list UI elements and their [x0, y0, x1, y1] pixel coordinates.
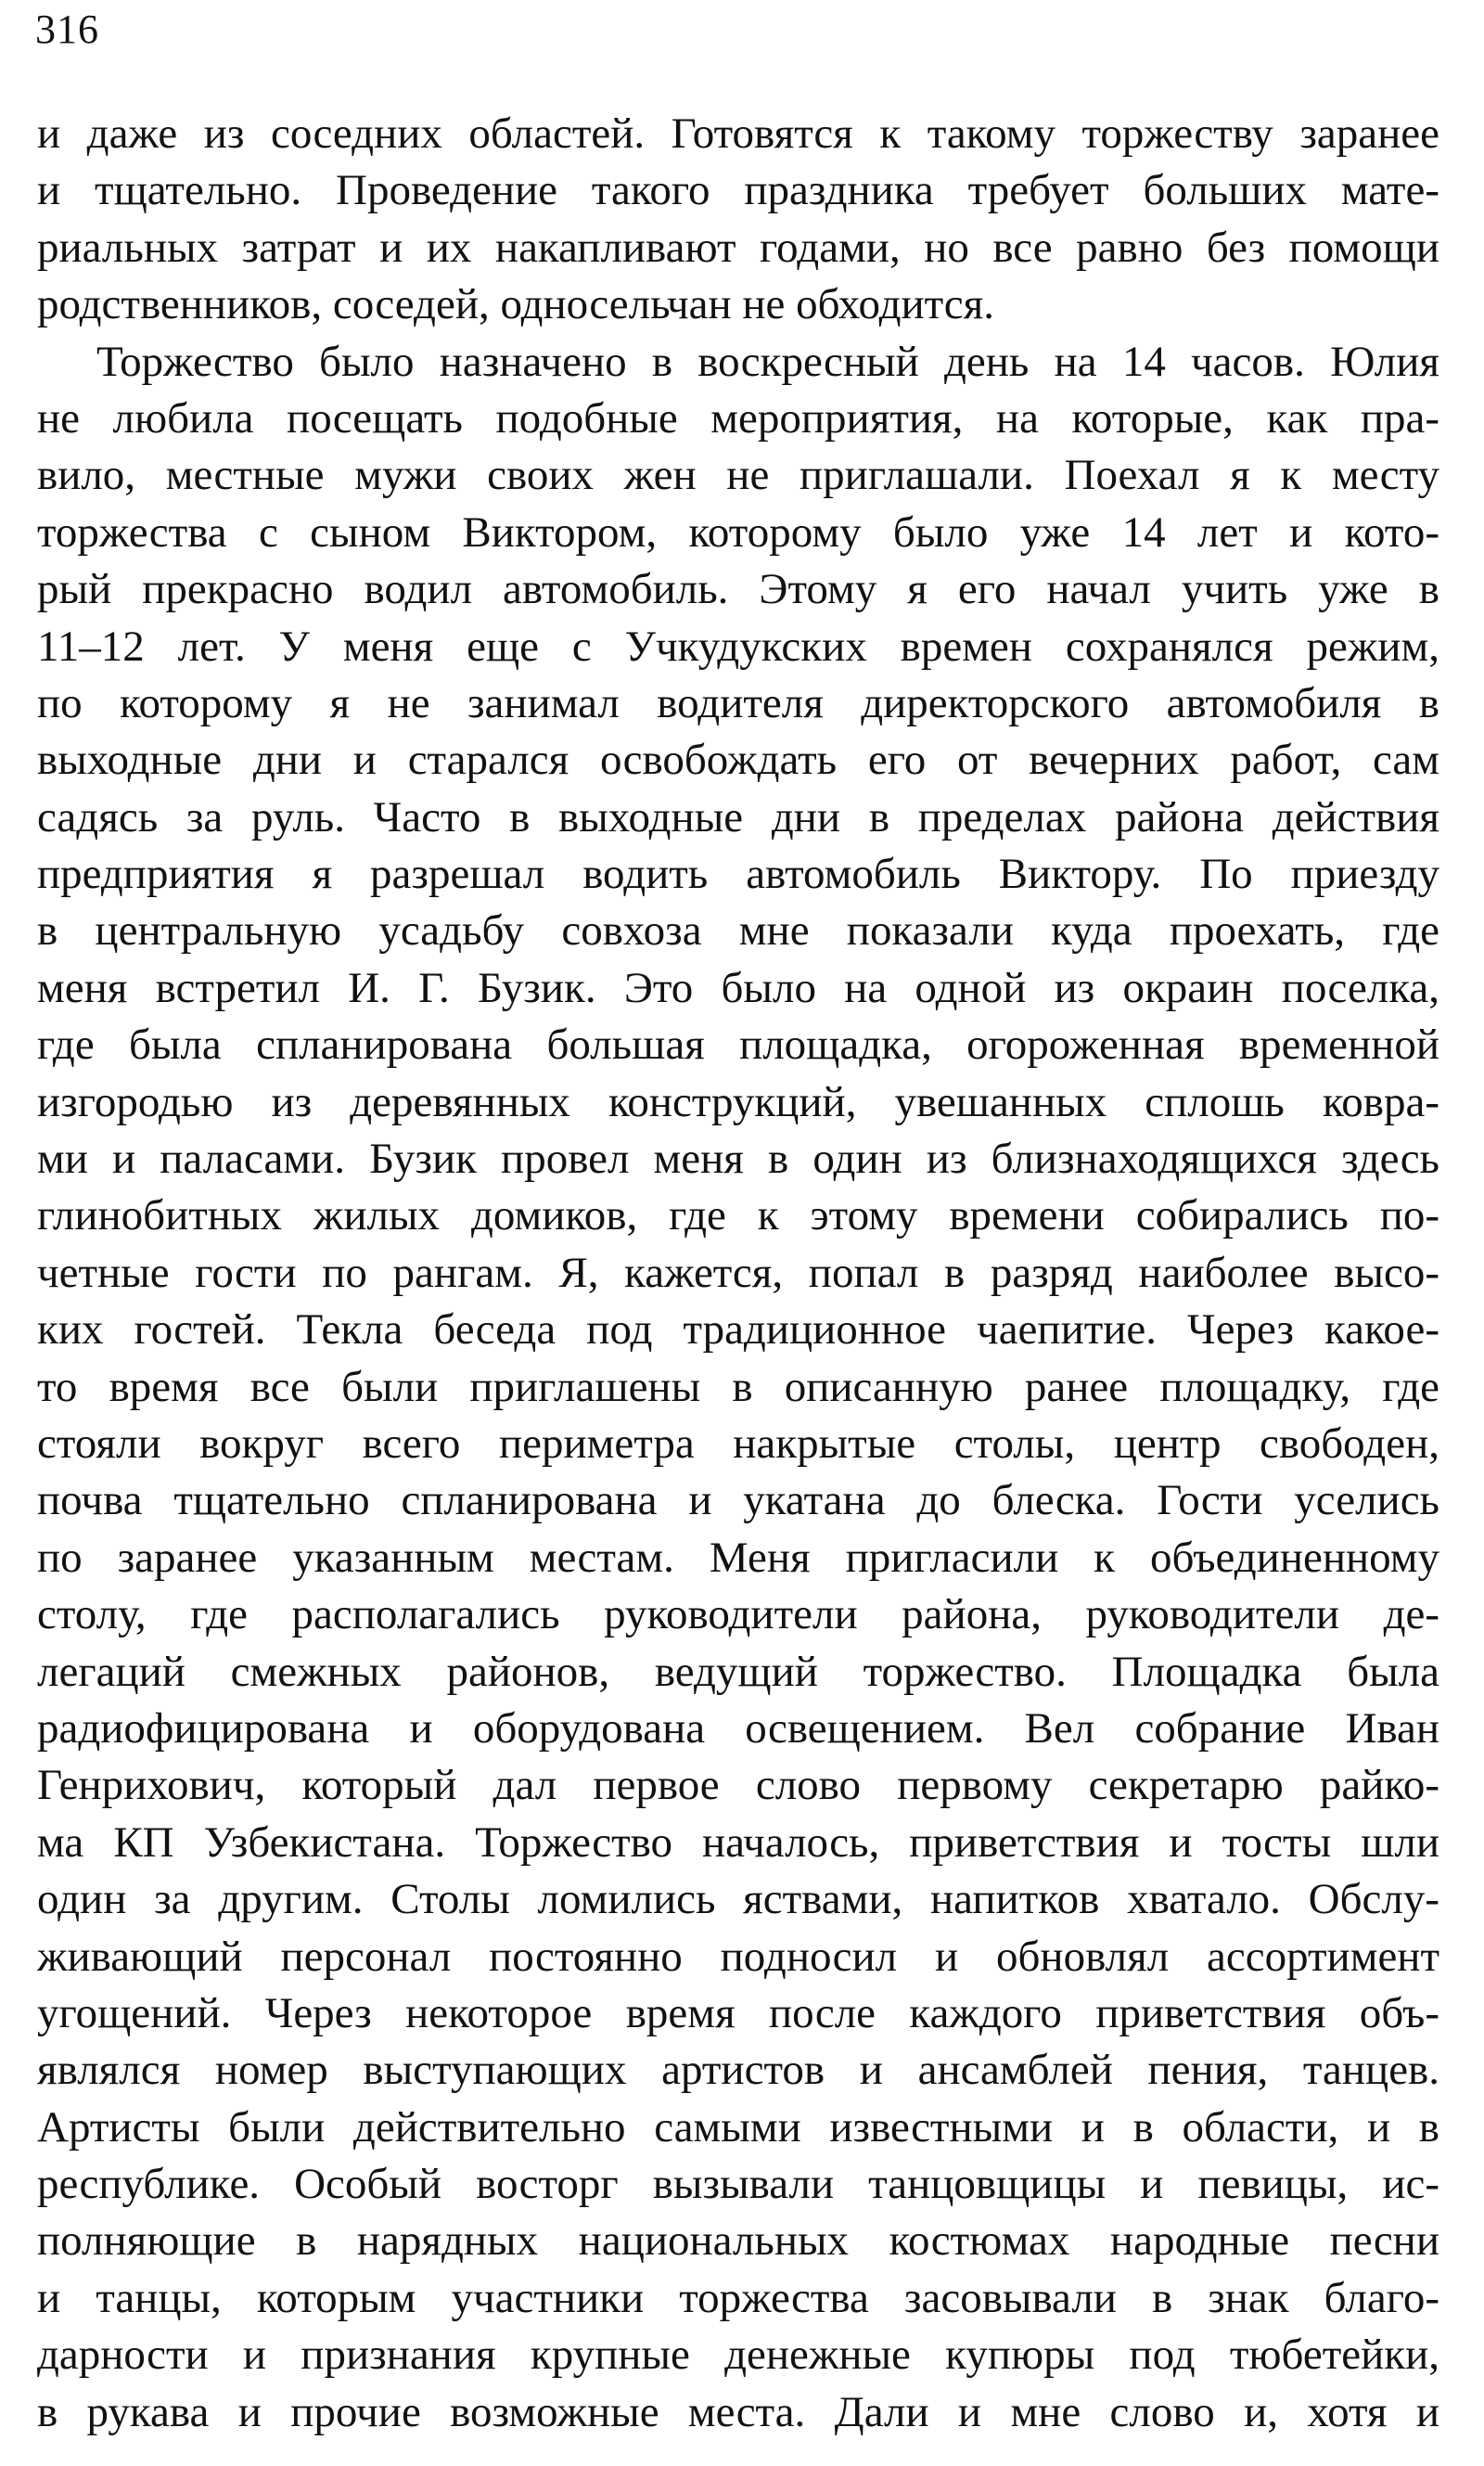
text-line: радиофицирована и оборудована освещением. Вел собрание Иван — [37, 1703, 1439, 1753]
text-line: изгородью из деревянных конструкций, увешанных сплошь ковра- — [37, 1077, 1439, 1126]
text-line: где была спланирована большая площадка, огороженная временной — [37, 1021, 1439, 1070]
text-line: Артисты были действительно самыми известными и в области, и в — [37, 2102, 1439, 2151]
text-line: четные гости по рангам. Я, кажется, попал в разряд наиболее высо- — [37, 1248, 1439, 1297]
text-line: вило, местные мужи своих жен не приглашали. Поехал я к месту — [37, 451, 1439, 500]
text-line: дарности и признания крупные денежные купюры под тюбетейки, — [37, 2331, 1439, 2380]
text-line: по которому я не занимал водителя директорского автомобиля в — [37, 678, 1439, 727]
text-line: столу, где располагались руководители района, руководители де- — [37, 1590, 1439, 1639]
text-line: ма КП Узбекистана. Торжество началось, приветствия и тосты шли — [37, 1817, 1439, 1867]
text-line: рый прекрасно водил автомобиль. Этому я его начал учить уже в — [37, 565, 1439, 614]
text-line: один за другим. Столы ломились яствами, напитков хватало. Обслу- — [37, 1875, 1439, 1924]
text-line: Генрихович, который дал первое слово первому секретарю райко- — [37, 1761, 1439, 1810]
body-text — [37, 106, 1439, 2441]
text-line: ми и паласами. Бузик провел меня в один из близнаходящихся здесь — [37, 1135, 1439, 1184]
text-line: предприятия я разрешал водить автомобиль Виктору. По приезду — [37, 850, 1439, 899]
text-line: 11–12 лет. У меня еще с Учкудукских времен сохранялся режим, — [37, 622, 1439, 671]
text-line: почва тщательно спланирована и укатана до блеска. Гости уселись — [37, 1476, 1439, 1525]
text-line: меня встретил И. Г. Бузик. Это было на одной из окраин поселка, — [37, 963, 1439, 1012]
text-line: и тщательно. Проведение такого праздника требует больших мате- — [37, 166, 1439, 215]
text-line: глинобитных жилых домиков, где к этому времени собирались по- — [37, 1191, 1439, 1240]
text-line: полняющие в нарядных национальных костюмах народные песни — [37, 2216, 1439, 2266]
text-line: и танцы, которым участники торжества засовывали в знак благо- — [37, 2273, 1439, 2322]
text-line: то время все были приглашены в описанную ранее площадку, где — [37, 1362, 1439, 1411]
text-line: живающий персонал постоянно подносил и обновлял ассортимент — [37, 1932, 1439, 1981]
page-number: 316 — [35, 6, 99, 52]
text-line: являлся номер выступающих артистов и ансамблей пения, танцев. — [37, 2046, 1439, 2095]
text-line: риальных затрат и их накапливают годами, но все равно без помощи — [37, 223, 1439, 272]
text-line: в центральную усадьбу совхоза мне показали куда проехать, где — [37, 906, 1439, 956]
text-line: садясь за руль. Часто в выходные дни в пределах района действия — [37, 792, 1439, 841]
text-line: не любила посещать подобные мероприятия, на которые, как пра- — [37, 393, 1439, 443]
text-line: по заранее указанным местам. Меня пригласили к объединенному — [37, 1533, 1439, 1582]
text-line: родственников, соседей, односельчан не обходится. — [37, 280, 995, 329]
text-line: ких гостей. Текла беседа под традиционное чаепитие. Через какое- — [37, 1305, 1439, 1355]
text-line: и даже из соседних областей. Готовятся к такому торжеству заранее — [37, 109, 1439, 158]
text-line: торжества с сыном Виктором, которому было уже 14 лет и кото- — [37, 507, 1439, 557]
text-line: стояли вокруг всего периметра накрытые столы, центр свободен, — [37, 1419, 1439, 1468]
text-line: легаций смежных районов, ведущий торжество. Площадка была — [37, 1647, 1439, 1696]
text-line: в рукава и прочие возможные места. Дали и мне слово и, хотя и — [37, 2387, 1439, 2436]
text-line: угощений. Через некоторое время после каждого приветствия объ- — [37, 1988, 1439, 2037]
text-line: республике. Особый восторг вызывали танцовщицы и певицы, ис- — [37, 2160, 1439, 2209]
text-line: Торжество было назначено в воскресный день на 14 часов. Юлия — [96, 337, 1439, 386]
text-line: выходные дни и старался освобождать его от вечерних работ, сам — [37, 736, 1439, 785]
